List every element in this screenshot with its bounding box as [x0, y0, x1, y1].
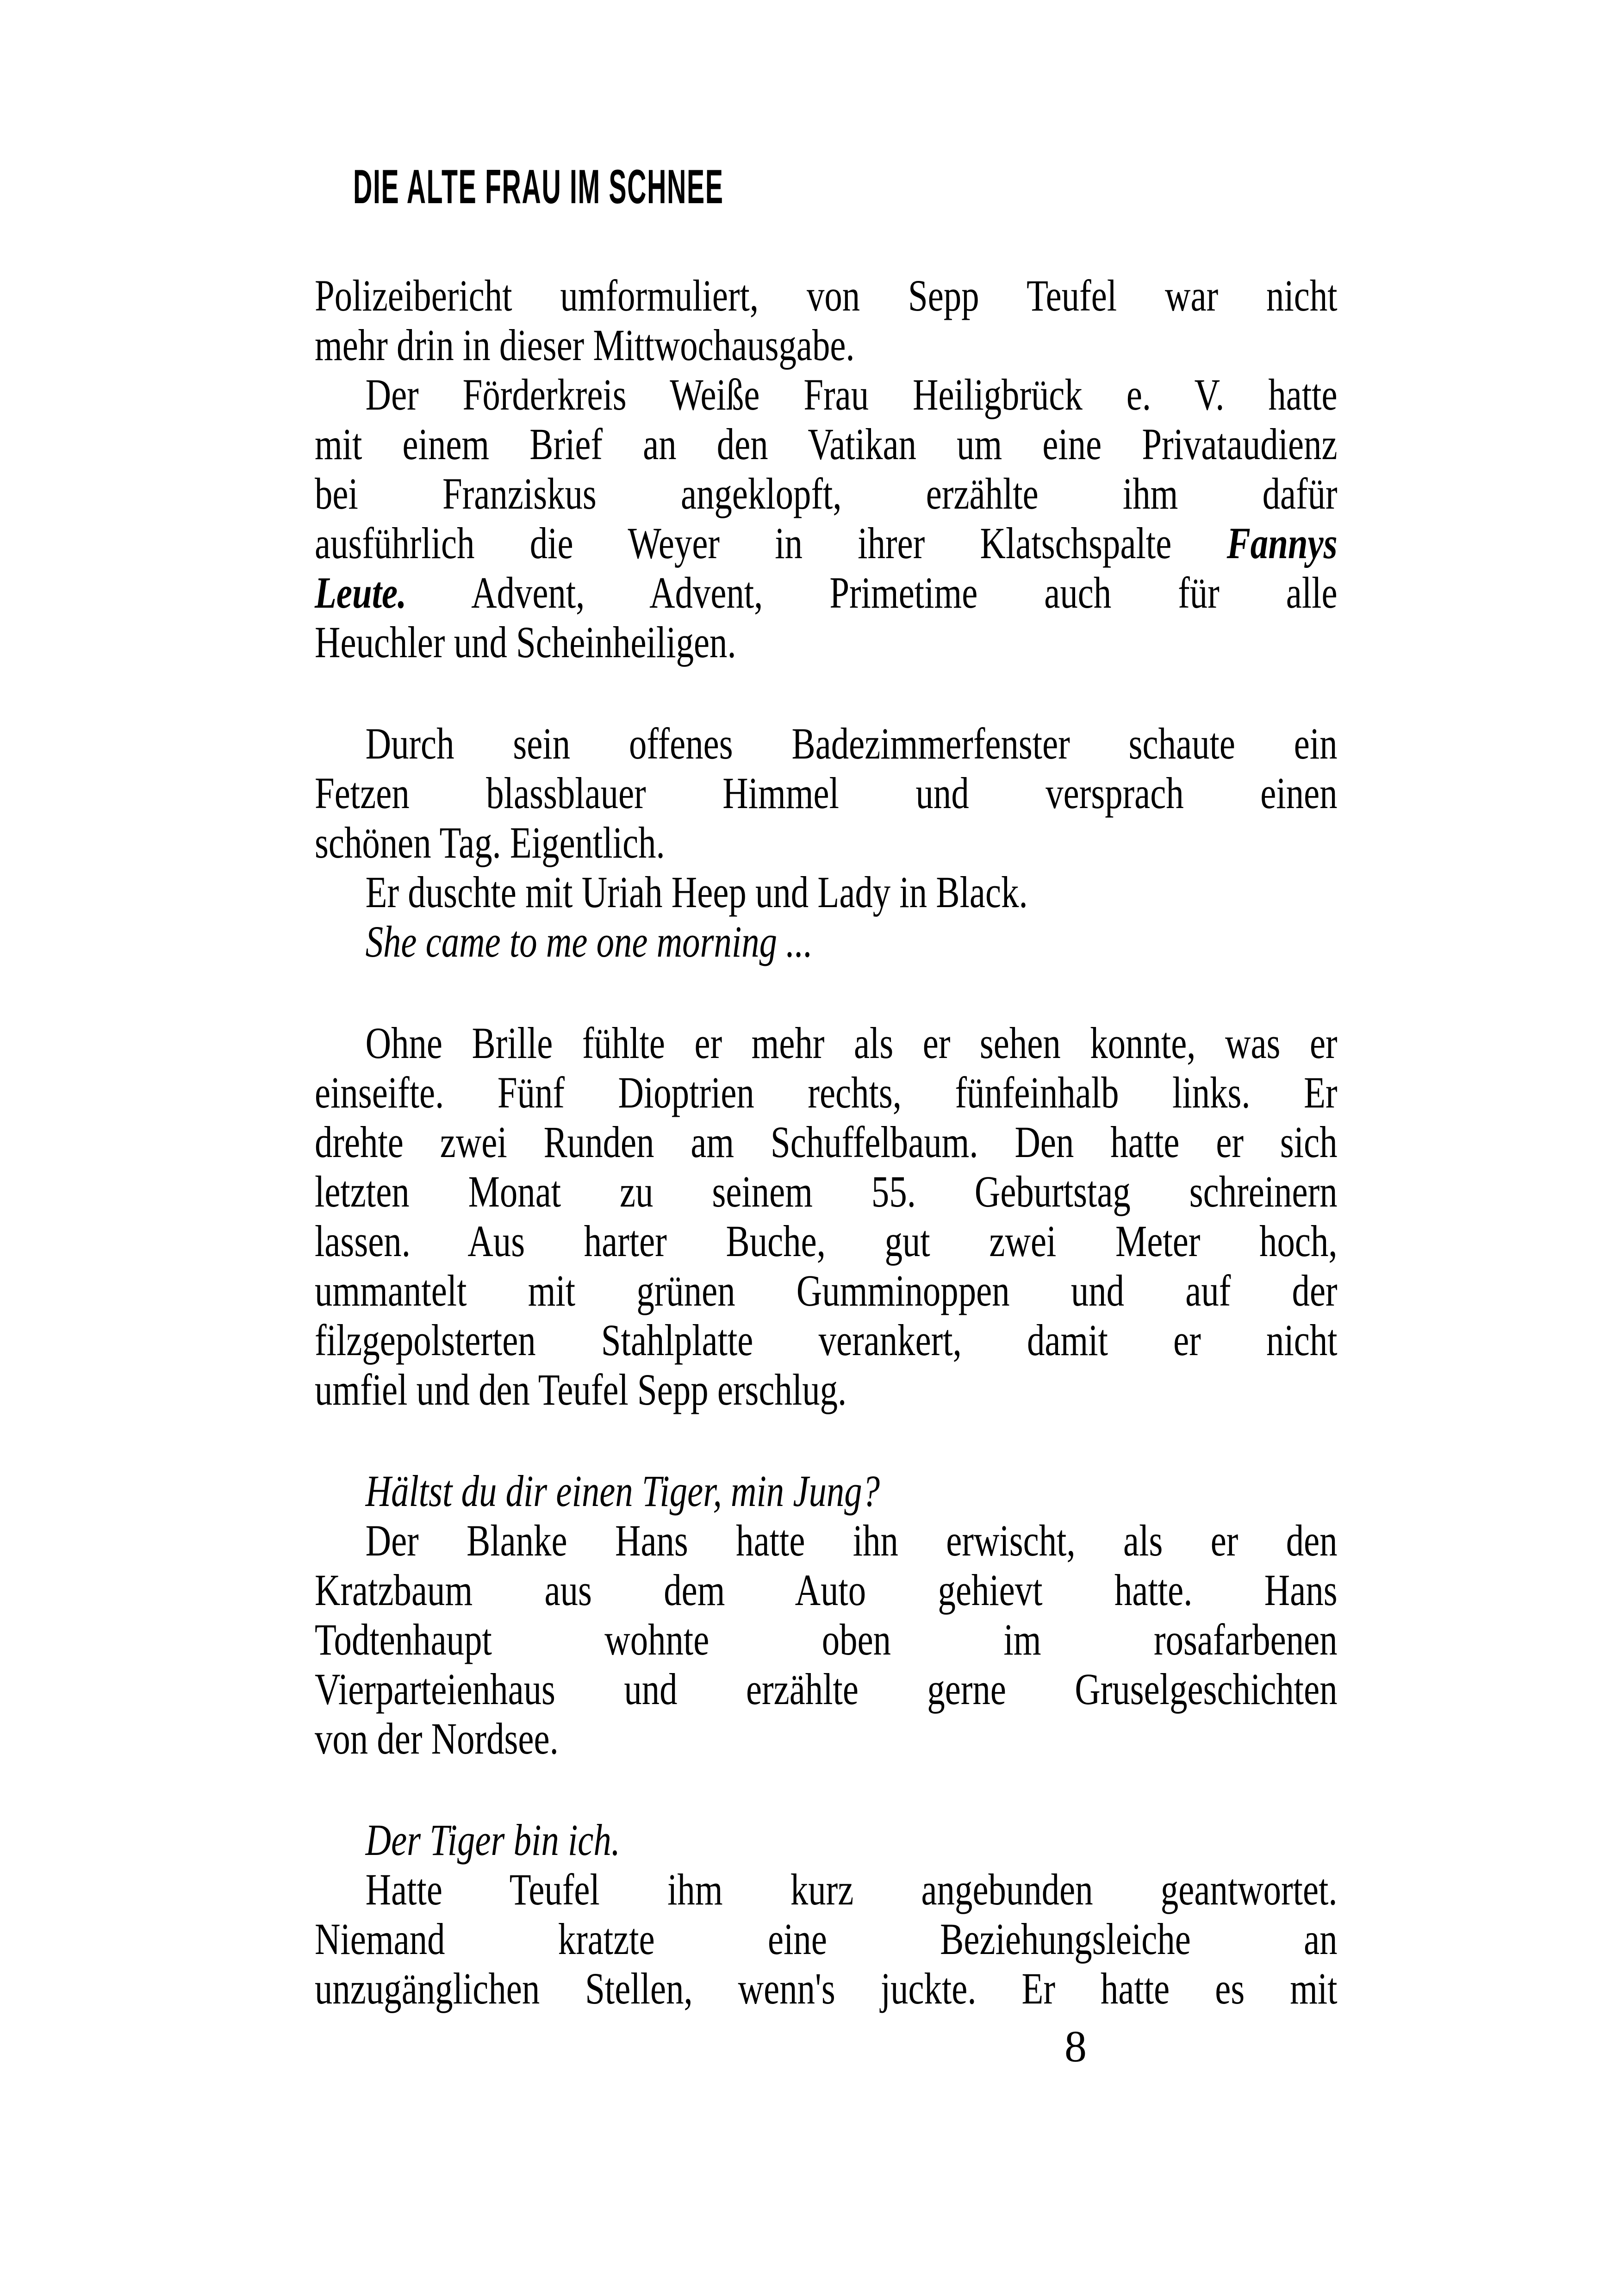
text-run: unzugänglichen Stellen, wenn's juckte. Er hatte es mit: [315, 1964, 1338, 2013]
text-run: Kratzbaum aus dem Auto gehievt hatte. Hans: [315, 1565, 1338, 1615]
body-text: [315, 271, 1338, 2013]
page-number: 8: [1064, 2022, 1087, 2071]
text-line: [315, 320, 1338, 370]
text-line: [315, 1714, 1338, 1763]
text-run: Hältst du dir einen Tiger, min Jung?: [365, 1466, 880, 1516]
text-run: einseifte. Fünf Dioptrien rechts, fünfeinhalb links. Er: [315, 1068, 1338, 1117]
text-line: [315, 1018, 1338, 1068]
text-run: bei Franziskus angeklopft, erzählte ihm dafür: [315, 469, 1338, 518]
text-run: mehr drin in dieser Mittwochausgabe.: [315, 320, 855, 370]
text-line: [315, 1315, 1338, 1365]
text-run: Er duschte mit Uriah Heep und Lady in Black.: [365, 867, 1028, 917]
text-line: [315, 370, 1338, 419]
text-line: [315, 1815, 1338, 1865]
text-line: [315, 568, 1338, 617]
text-run: schönen Tag. Eigentlich.: [315, 818, 665, 867]
text-line: [315, 1615, 1338, 1664]
text-run: filzgepolsterten Stahlplatte verankert, damit er nicht: [315, 1315, 1338, 1365]
text-line: [315, 1068, 1338, 1117]
text-line: [315, 867, 1338, 917]
text-run: umfiel und den Teufel Sepp erschlug.: [315, 1365, 847, 1414]
text-run: Vierparteienhaus und erzählte gerne Gruselgeschichten: [315, 1664, 1338, 1714]
text-line: [315, 419, 1338, 469]
running-header: DIE ALTE FRAU IM SCHNEE: [353, 160, 724, 214]
text-run: Heuchler und Scheinheiligen.: [315, 617, 736, 667]
text-line: [315, 768, 1338, 818]
text-run: ausführlich die Weyer in ihrer Klatschspalte: [315, 518, 1227, 568]
text-line: [315, 818, 1338, 867]
text-run: Polizeibericht umformuliert, von Sepp Teufel war nicht: [315, 271, 1338, 320]
text-line: [315, 518, 1338, 568]
text-run: drehte zwei Runden am Schuffelbaum. Den hatte er sich: [315, 1117, 1338, 1167]
text-run: Der Blanke Hans hatte ihn erwischt, als er den: [365, 1516, 1338, 1565]
text-run: Der Tiger bin ich.: [365, 1815, 620, 1865]
text-run: Durch sein offenes Badezimmerfenster schaute ein: [365, 719, 1338, 768]
text-line: [315, 719, 1338, 768]
text-line: [315, 617, 1338, 667]
text-line: [315, 1516, 1338, 1565]
text-run: Hatte Teufel ihm kurz angebunden geantwortet.: [365, 1865, 1338, 1914]
text-line: [315, 1914, 1338, 1964]
text-run: Leute.: [315, 568, 407, 617]
text-run: lassen. Aus harter Buche, gut zwei Meter hoch,: [315, 1216, 1338, 1266]
text-line: [315, 1365, 1338, 1414]
text-run: Advent, Advent, Primetime auch für alle: [406, 568, 1338, 617]
text-line: [315, 1466, 1338, 1516]
text-run: ummantelt mit grünen Gumminoppen und auf der: [315, 1266, 1338, 1315]
text-line: [315, 1565, 1338, 1615]
text-line: [315, 917, 1338, 966]
text-run: Der Förderkreis Weiße Frau Heiligbrück e. V. hatte: [365, 370, 1338, 419]
text-line: [315, 1964, 1338, 2013]
text-line: [315, 469, 1338, 518]
text-run: Fetzen blassblauer Himmel und versprach einen: [315, 768, 1338, 818]
text-run: von der Nordsee.: [315, 1714, 559, 1763]
text-line: [315, 1216, 1338, 1266]
text-line: [315, 1167, 1338, 1216]
text-line: [315, 271, 1338, 320]
text-run: letzten Monat zu seinem 55. Geburtstag schreinern: [315, 1167, 1338, 1216]
text-run: Todtenhaupt wohnte oben im rosafarbenen: [315, 1615, 1338, 1664]
text-line: [315, 1117, 1338, 1167]
text-run: She came to me one morning ...: [365, 917, 813, 966]
text-run: Ohne Brille fühlte er mehr als er sehen konnte, was er: [365, 1018, 1338, 1068]
text-line: [315, 1865, 1338, 1914]
text-line: [315, 1266, 1338, 1315]
text-line: [315, 1664, 1338, 1714]
text-run: mit einem Brief an den Vatikan um eine Privataudienz: [315, 419, 1338, 469]
text-run: Niemand kratzte eine Beziehungsleiche an: [315, 1914, 1338, 1964]
text-run: Fannys: [1226, 518, 1338, 568]
